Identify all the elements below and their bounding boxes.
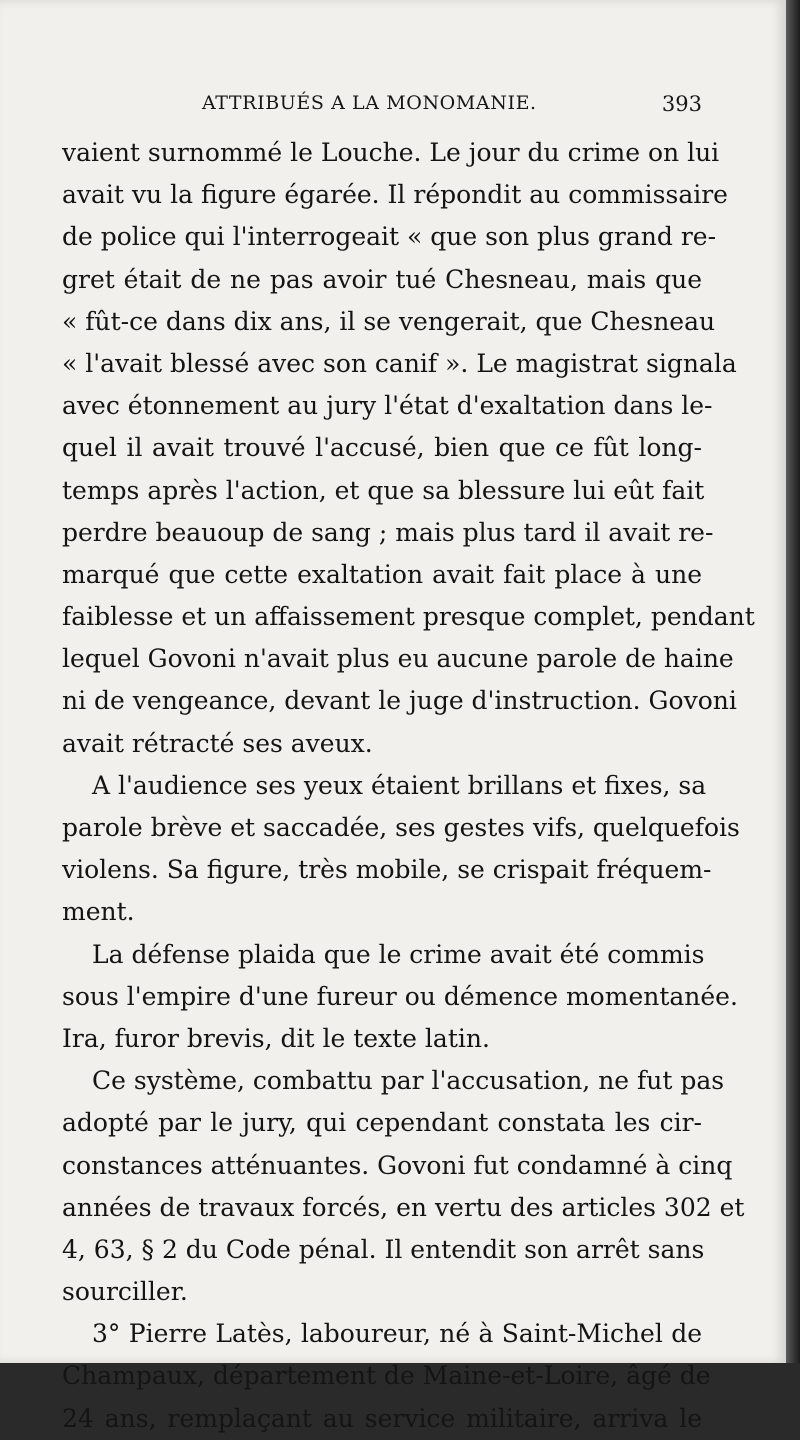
text-line: avait rétracté ses aveux. [62, 728, 373, 758]
text-line: marqué que cette exaltation avait fait place à une [62, 559, 702, 589]
text-line: La défense plaida que le crime avait été commis [92, 939, 705, 969]
text-line: Ce système, combattu par l'accusation, ne fut pas [92, 1066, 725, 1096]
text-line: quel il avait trouvé l'accusé, bien que ce fût long- [62, 433, 702, 463]
page-number: 393 [661, 92, 702, 116]
body-text [62, 132, 755, 1440]
text-line: 24 ans, remplaçant au service militaire, arriva le [62, 1403, 702, 1433]
text-line: Champaux, département de Maine-et-Loire, âgé de [62, 1361, 711, 1391]
text-line: Ira, furor brevis, dit le texte latin. [62, 1023, 490, 1053]
text-line: 3° Pierre Latès, laboureur, né à Saint-Michel de [92, 1319, 702, 1349]
text-line: lequel Govoni n'avait plus eu aucune parole de haine [62, 644, 734, 674]
text-line: ment. [62, 897, 135, 927]
text-line: vaient surnommé le Louche. Le jour du crime on lui [62, 138, 720, 167]
text-line: avec étonnement au jury l'état d'exaltation dans le- [62, 391, 713, 421]
running-head: ATTRIBUÉS A LA MONOMANIE. [202, 92, 537, 114]
text-line: temps après l'action, et que sa blessure lui eût fait [62, 475, 705, 505]
text-line: années de travaux forcés, en vertu des articles 302 et [62, 1192, 745, 1222]
text-line: avait vu la figure égarée. Il répondit au commissaire [62, 180, 728, 210]
text-line: « fût-ce dans dix ans, il se vengerait, que Chesneau [62, 306, 716, 336]
text-line: ni de vengeance, devant le juge d'instruction. Govoni [62, 686, 737, 716]
text-line: de police qui l'interrogeait « que son plus grand re- [62, 222, 717, 252]
text-line: faiblesse et un affaissement presque complet, pendant [62, 602, 755, 632]
text-line: constances atténuantes. Govoni fut condamné à cinq [62, 1150, 733, 1180]
text-line: parole brève et saccadée, ses gestes vifs, quelquefois [62, 813, 740, 842]
text-line: gret était de ne pas avoir tué Chesneau, mais que [62, 264, 702, 294]
page-edge [786, 0, 800, 1363]
text-line: adopté par le jury, qui cependant constata les cir- [62, 1108, 702, 1138]
page-header [62, 92, 702, 126]
text-line: perdre beauoup de sang ; mais plus tard il avait re- [62, 517, 714, 547]
text-line: sous l'empire d'une fureur ou démence momentanée. [62, 981, 738, 1011]
text-line: sourciller. [62, 1277, 188, 1307]
text-line: A l'audience ses yeux étaient brillans et fixes, sa [92, 770, 707, 800]
text-line: « l'avait blessé avec son canif ». Le magistrat signala [62, 348, 737, 378]
text-line: violens. Sa figure, très mobile, se crispait fréquem- [62, 855, 712, 885]
text-line: 4, 63, § 2 du Code pénal. Il entendit son arrêt sans [62, 1234, 705, 1264]
